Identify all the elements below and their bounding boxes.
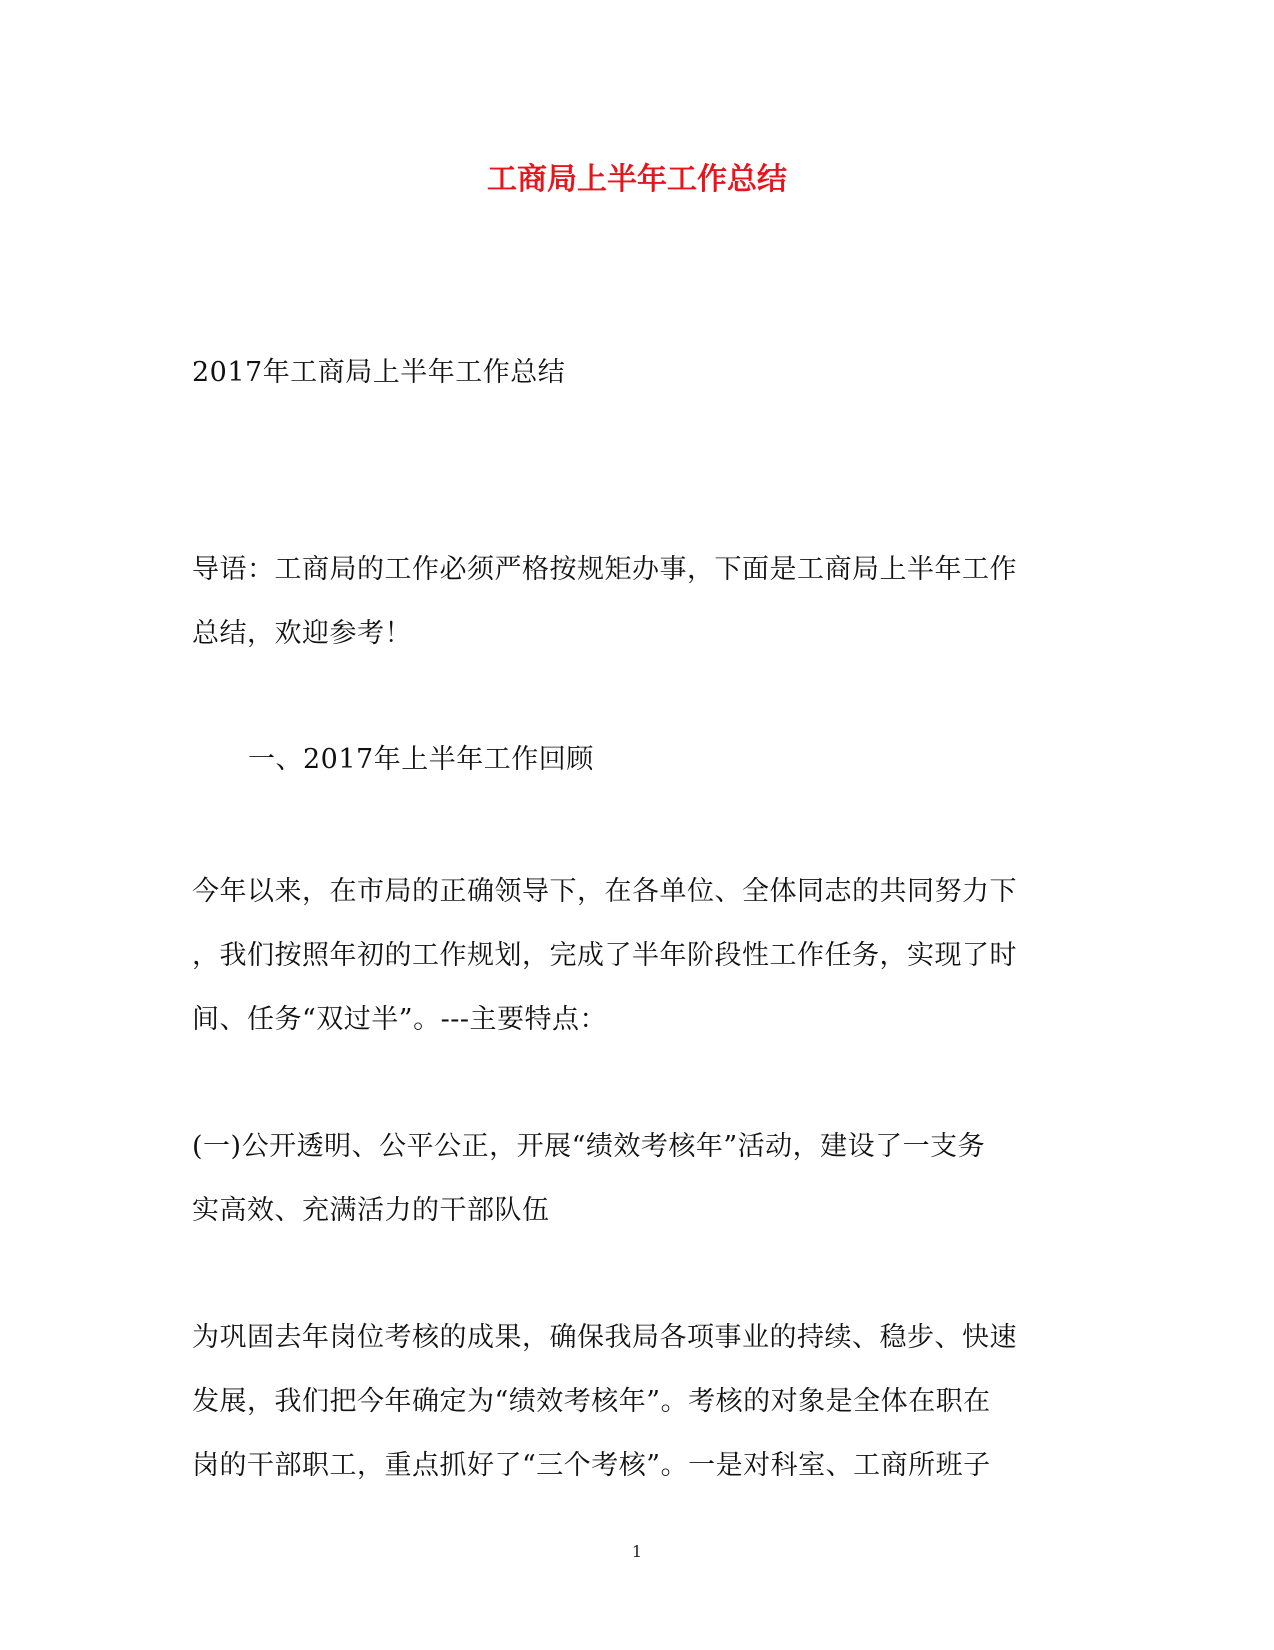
body-paragraph [192, 1306, 1072, 1498]
paragraph-line: 为巩固去年岗位考核的成果，确保我局各项事业的持续、稳步、快速 [192, 1322, 1017, 1353]
intro-paragraph [192, 538, 1072, 666]
document-title: 工商局上半年工作总结 [487, 162, 787, 197]
subsection-heading [192, 1115, 1072, 1243]
paragraph-line: 岗的干部职工，重点抓好了“三个考核”。一是对科室、工商所班子 [192, 1450, 991, 1481]
paragraph-line: 间、任务“双过半”。---主要特点： [192, 1004, 607, 1035]
subsection-line: 实高效、充满活力的干部队伍 [192, 1195, 550, 1226]
paragraph-line: 发展，我们把今年确定为“绩效考核年”。考核的对象是全体在职在 [192, 1386, 991, 1417]
paragraph-line: 今年以来，在市局的正确领导下，在各单位、全体同志的共同努力下 [192, 876, 1017, 907]
paragraph-line: ，我们按照年初的工作规划，完成了半年阶段性工作任务，实现了时 [192, 940, 1017, 971]
document-subtitle [192, 341, 1072, 405]
subsection-line: (一)公开透明、公平公正，开展“绩效考核年”活动，建设了一支务 [192, 1131, 986, 1162]
body-paragraph [192, 860, 1072, 1052]
intro-line: 导语：工商局的工作必须严格按规矩办事，下面是工商局上半年工作 [192, 554, 1017, 585]
intro-line: 总结，欢迎参考！ [192, 618, 412, 649]
section-heading [248, 728, 1128, 792]
page-number: 1 [631, 1542, 643, 1561]
subtitle-line: 2017年工商局上半年工作总结 [192, 357, 566, 388]
section-heading-line: 一、2017年上半年工作回顾 [248, 744, 594, 775]
